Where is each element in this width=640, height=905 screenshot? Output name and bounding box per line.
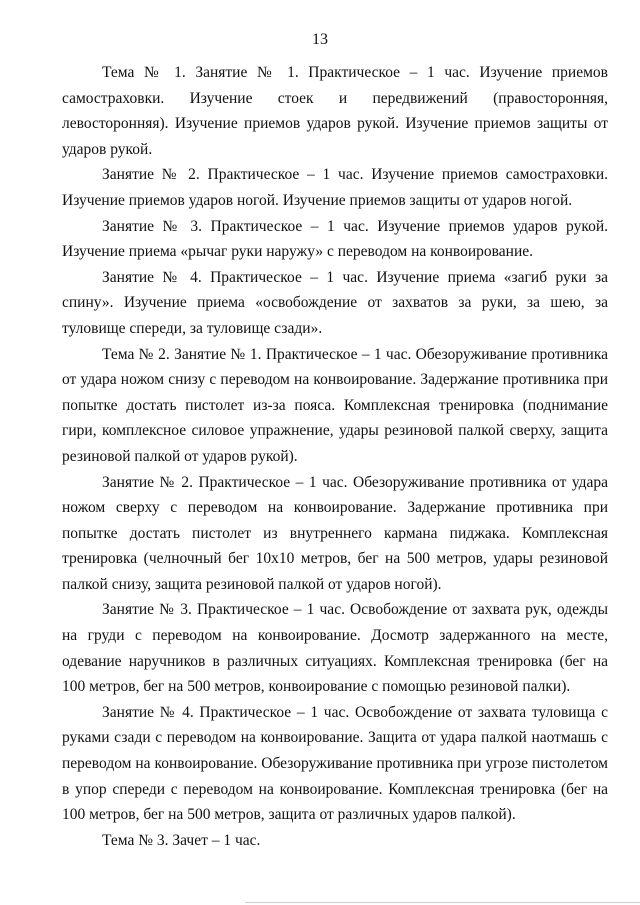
paragraph-topic2-lesson4: Занятие № 4. Практическое – 1 час. Освобождение от захвата туловища с руками сзади с переводом на конвоирование. Защита от удара палкой наотмашь с переводом на конвоирование. Обезоруживание противника при угрозе пистолетом в упор спереди с переводом на конвоирование. Комплексная тренировка (бег на 100 метров, бег на 500 метров, защита от различных ударов палкой). <box>62 703 608 824</box>
page-number: 13 <box>312 31 328 48</box>
paragraph-topic1-lesson3: Занятие № 3. Практическое – 1 час. Изучение приемов ударов рукой. Изучение приема «рычаг руки наружу» с переводом на конвоирование. <box>62 217 608 261</box>
paragraph-topic1-lesson1: Тема № 1. Занятие № 1. Практическое – 1 час. Изучение приемов самостраховки. Изучение стоек и передвижений (правосторонняя, левосторонняя). Изучение приемов ударов рукой. Изучение приемов защиты от ударов рукой. <box>62 64 608 158</box>
paragraph-topic1-lesson2: Занятие № 2. Практическое – 1 час. Изучение приемов самостраховки. Изучение приемов ударов ногой. Изучение приемов защиты от ударов ногой. <box>62 166 608 209</box>
document-body <box>62 60 608 853</box>
bottom-edge-line <box>245 902 640 903</box>
paragraph-topic2-lesson2: Занятие № 2. Практическое – 1 час. Обезоруживание противника от удара ножом сверху с переводом на конвоирование. Задержание противника при попытке достать пистолет из внутреннего кармана пиджака. Комплексная тренировка (челночный бег 10x10 метров, бег на 500 метров, удары резиновой палкой снизу, защита резиновой палкой от ударов ногой). <box>62 473 608 593</box>
paragraph-topic1-lesson4: Занятие № 4. Практическое – 1 час. Изучение приема «загиб руки за спину». Изучение приема «освобождение от захватов за руки, за шею, за туловище спереди, за туловище сзади». <box>62 268 608 337</box>
paragraph-topic2-lesson3: Занятие № 3. Практическое – 1 час. Освобождение от захвата рук, одежды на груди с переводом на конвоирование. Досмотр задержанного на месте, одевание наручников в различных ситуациях. Комплексная тренировка (бег на 100 метров, бег на 500 метров, конвоирование с помощью резиновой палки). <box>62 601 608 696</box>
paragraph-topic3: Тема № 3. Зачет – 1 час. <box>102 831 261 849</box>
paragraph-topic2-lesson1: Тема № 2. Занятие № 1. Практическое – 1 час. Обезоруживание противника от удара ножом снизу с переводом на конвоирование. Задержание противника при попытке достать пистолет из-за пояса. Комплексная тренировка (поднимание гири, комплексное силовое упражнение, удары резиновой палкой сверху, защита резиновой палкой от ударов рукой). <box>62 345 608 465</box>
